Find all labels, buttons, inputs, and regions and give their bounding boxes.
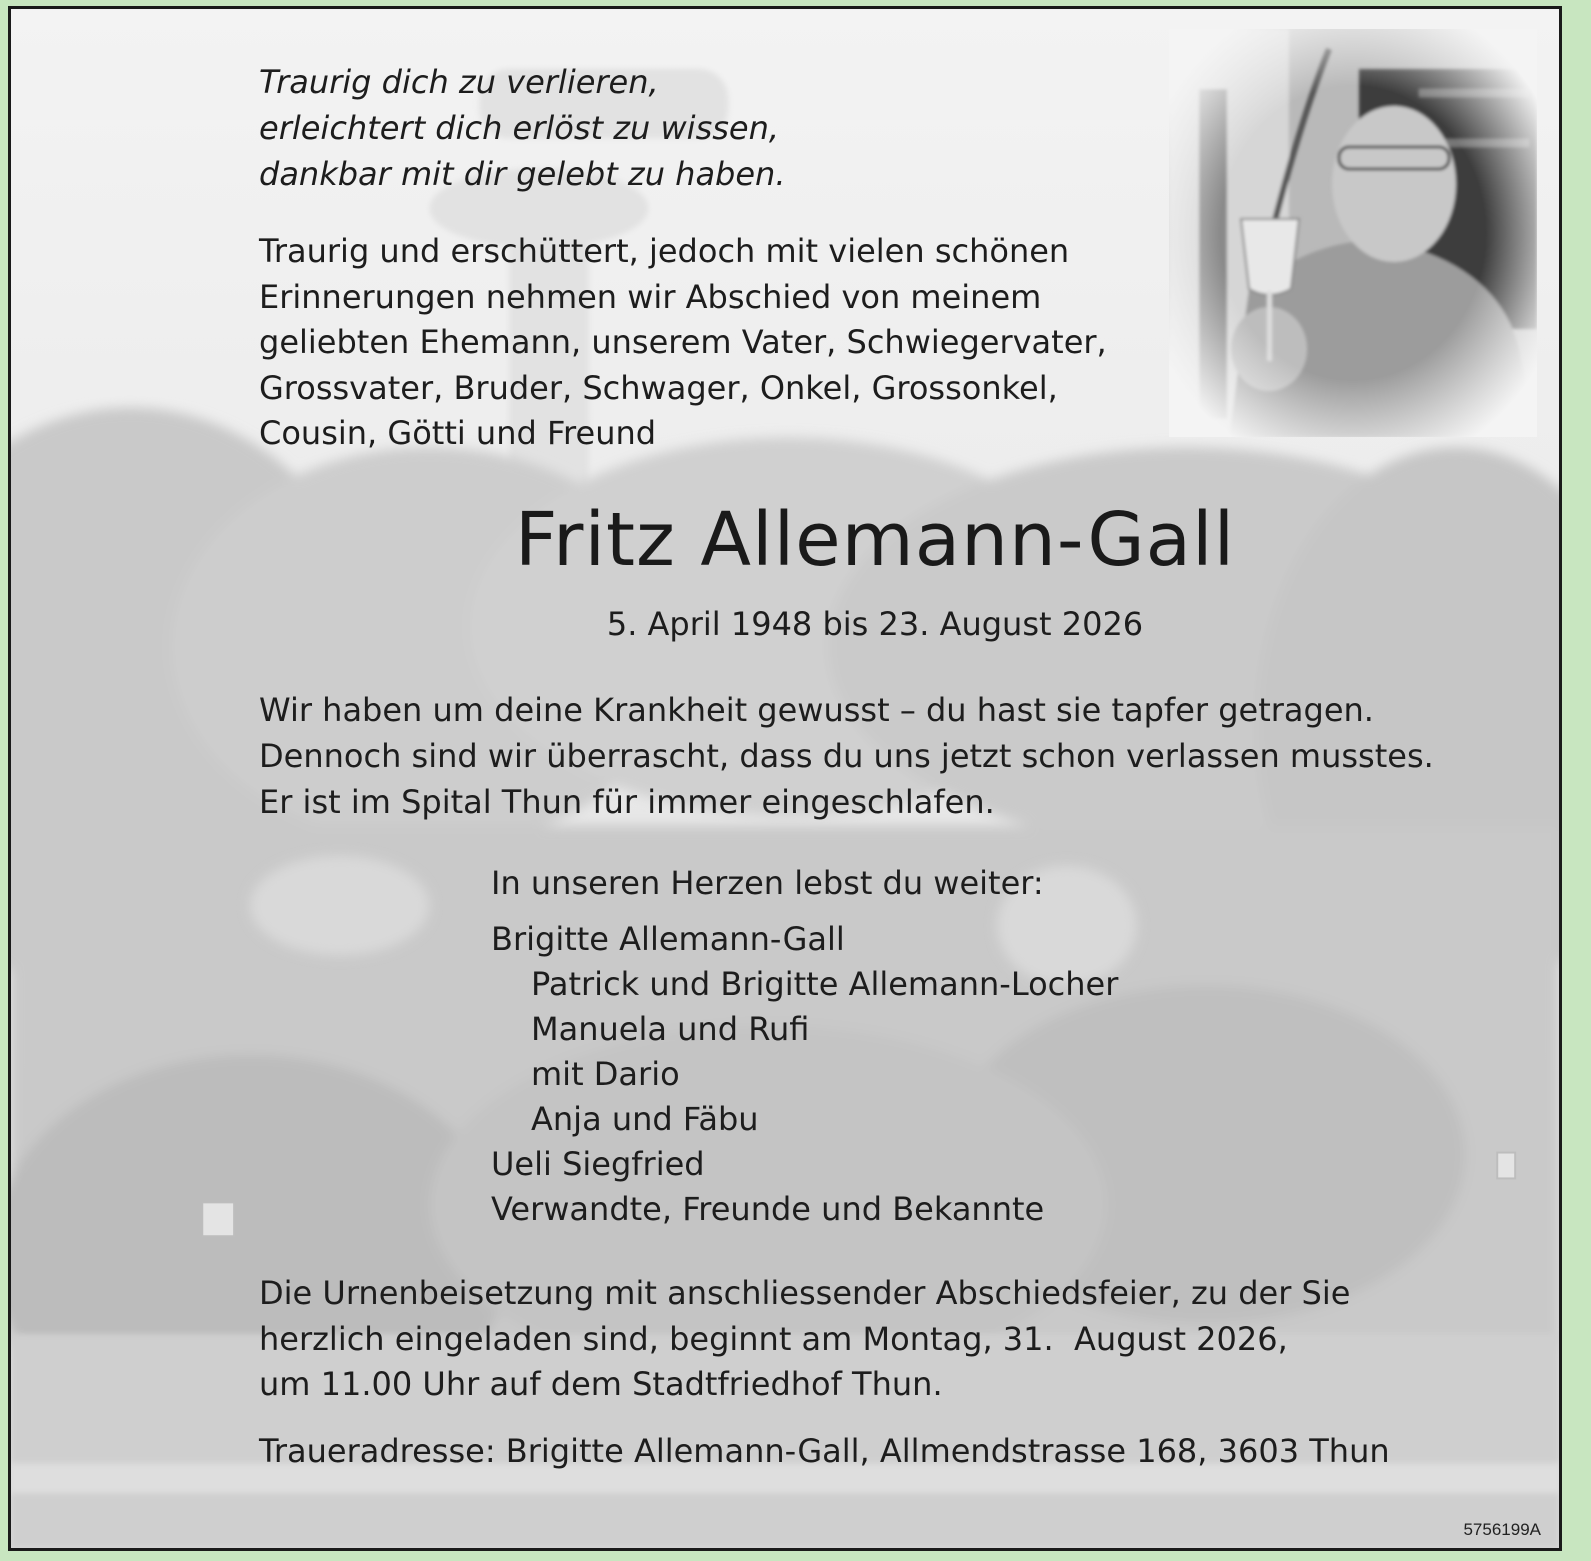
- mourner-name: Patrick und Brigitte Allemann-Locher: [531, 965, 1119, 1003]
- mourners-list: [491, 917, 1118, 1232]
- mourner-name: Verwandte, Freunde und Bekannte: [491, 1190, 1045, 1228]
- intro-paragraph: Traurig und erschüttert, jedoch mit vielen schönen Erinnerungen nehmen wir Abschied von meinem geliebten Ehemann, unserem Vater, Schwiegervater, Grossvater, Bruder, Schwager, Onkel, Grossonkel, Cousin, Götti und Freund: [259, 232, 1107, 452]
- mourner-name: Anja und Fäbu: [531, 1100, 759, 1138]
- ad-reference-code: 5756199A: [1463, 1520, 1541, 1539]
- life-dates: 5. April 1948 bis 23. August 2026: [606, 605, 1144, 643]
- mourners-heading: In unseren Herzen lebst du weiter:: [491, 864, 1044, 902]
- portrait-photo: [1169, 29, 1537, 437]
- mourner-name: mit Dario: [531, 1055, 680, 1093]
- message-paragraph: Wir haben um deine Krankheit gewusst – du hast sie tapfer getragen. Dennoch sind wir überrascht, dass du uns jetzt schon verlassen musstes. Er ist im Spital Thun für immer eingeschlafen.: [259, 691, 1434, 821]
- mourner-name: Ueli Siegfried: [491, 1145, 705, 1183]
- opening-verse: Traurig dich zu verlieren, erleichtert dich erlöst zu wissen, dankbar mit dir gelebt zu haben.: [259, 63, 786, 193]
- deceased-name: Fritz Allemann-Gall: [514, 497, 1236, 583]
- mourning-address: Traueradresse: Brigitte Allemann-Gall, Allmendstrasse 168, 3603 Thun: [259, 1432, 1390, 1470]
- obituary-card: [8, 6, 1562, 1551]
- mourner-name: Manuela und Rufi: [531, 1010, 810, 1048]
- ceremony-details: Die Urnenbeisetzung mit anschliessender Abschiedsfeier, zu der Sie herzlich eingeladen sind, beginnt am Montag, 31. August 2026, um 11.00 Uhr auf dem Stadtfriedhof Thun.: [259, 1274, 1351, 1403]
- mourner-name: Brigitte Allemann-Gall: [491, 920, 845, 958]
